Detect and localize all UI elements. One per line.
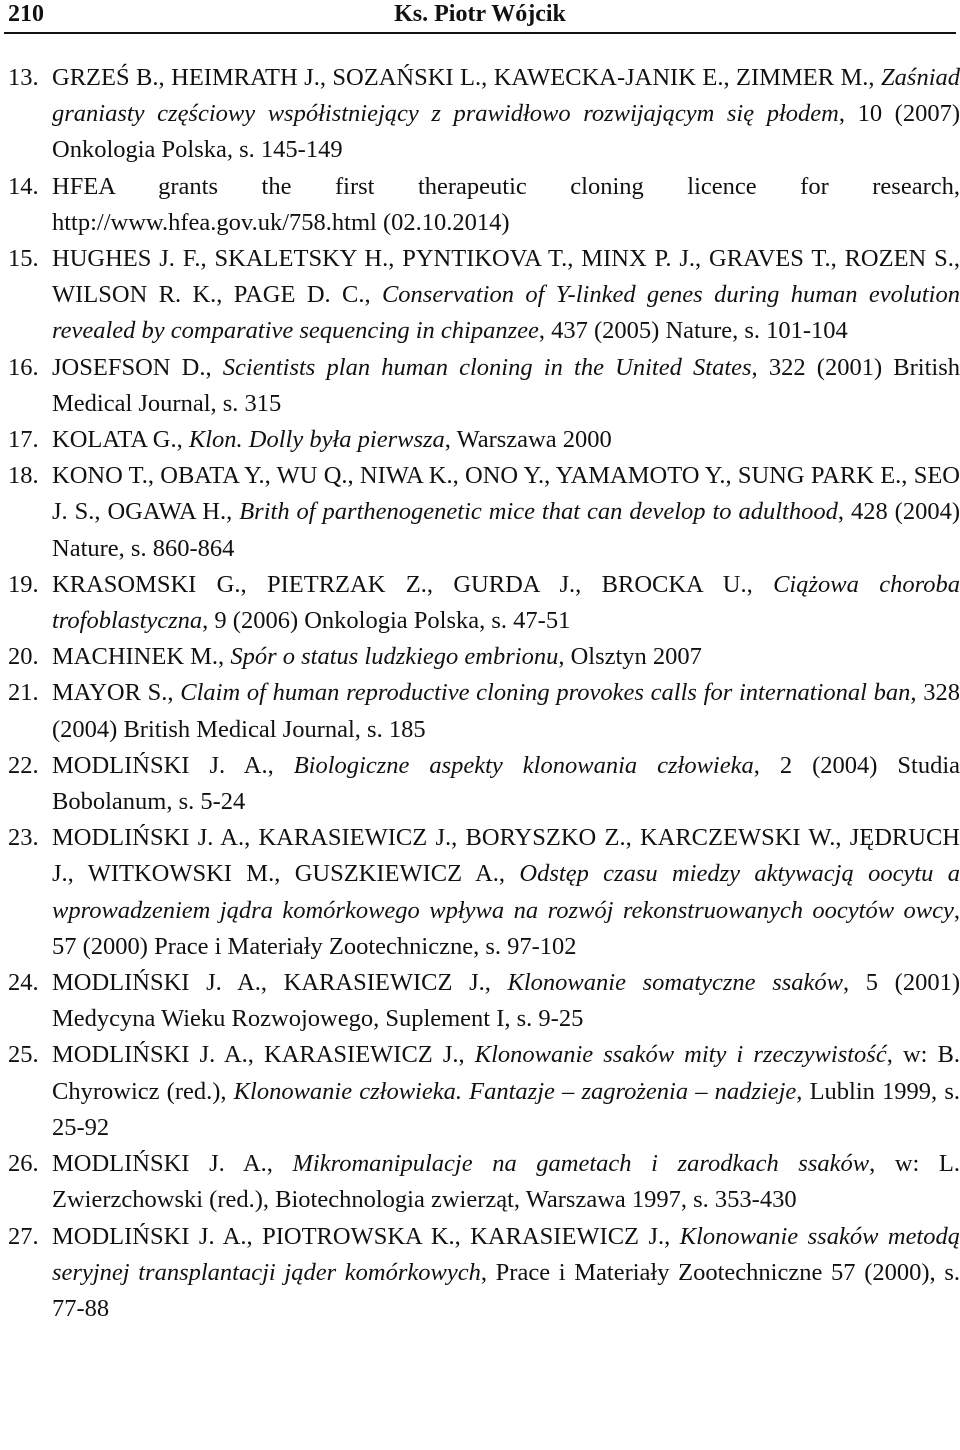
- reference-segment: , w: L. Zwierzchowski (red.), Biotechnologia zwierząt, Warszawa 1997, s. 353-430: [52, 1150, 960, 1214]
- reference-item: [0, 422, 960, 458]
- reference-text: [52, 1146, 960, 1218]
- reference-segment: HFEA grants the first therapeutic cloning licence for research, http://www.hfea.gov.uk/758.html (02.10.2014): [52, 172, 960, 236]
- page-header: [4, 0, 956, 34]
- reference-number: 13.: [8, 64, 39, 91]
- reference-segment: , 322 (2001) British Medical Journal, s. 315: [52, 353, 960, 417]
- reference-title: Zaśniad graniasty częściowy współistniejący z prawidłowo rozwijającym się płodem: [52, 64, 960, 128]
- reference-segment: HUGHES J. F., SKALETSKY H., PYNTIKOVA T., MINX P. J., GRAVES T., ROZEN S., WILSON R. K., PAGE D. C.,: [52, 245, 960, 309]
- reference-segment: , 9 (2006) Onkologia Polska, s. 47-51: [202, 607, 571, 635]
- reference-number: 14.: [8, 172, 39, 200]
- reference-segment: , 437 (2005) Nature, s. 101-104: [538, 317, 848, 345]
- reference-item: [0, 1146, 960, 1218]
- reference-title: Claim of human reproductive cloning provokes calls for international ban: [180, 679, 911, 707]
- running-head: Ks. Piotr Wójcik: [394, 1, 566, 27]
- reference-segment: MODLIŃSKI J. A., KARASIEWICZ J.,: [52, 1041, 475, 1069]
- reference-number: 17.: [8, 426, 39, 454]
- reference-text: [52, 60, 960, 169]
- reference-number: 26.: [8, 1150, 39, 1178]
- reference-title: Klonowanie somatyczne ssaków: [507, 969, 843, 997]
- reference-text: [52, 422, 960, 458]
- reference-segment: , Warszawa 2000: [444, 426, 612, 454]
- reference-item: [0, 567, 960, 639]
- reference-item: [0, 241, 960, 350]
- reference-item: [0, 748, 960, 820]
- reference-title: Brith of parthenogenetic mice that can develop to adulthood: [239, 498, 838, 526]
- reference-item: [0, 350, 960, 422]
- reference-text: [52, 458, 960, 567]
- reference-number: 23.: [8, 824, 39, 852]
- reference-segment: , 10 (2007) Onkologia Polska, s. 145-149: [52, 100, 960, 164]
- reference-item: [0, 639, 960, 675]
- reference-item: [0, 820, 960, 965]
- reference-title: Spór o status ludzkiego embrionu: [230, 643, 559, 671]
- reference-segment: , w: B. Chyrowicz (red.),: [52, 1041, 960, 1105]
- reference-title: Mikromanipulacje na gametach i zarodkach ssaków: [292, 1150, 870, 1178]
- reference-text: [52, 965, 960, 1037]
- reference-text: [52, 820, 960, 965]
- reference-segment: MODLIŃSKI J. A., KARASIEWICZ J.,: [52, 969, 508, 997]
- reference-segment: MAYOR S.,: [52, 679, 181, 707]
- reference-title: Klonowanie ssaków metodą seryjnej transplantacji jąder komórkowych: [52, 1222, 960, 1286]
- reference-number: 27.: [8, 1222, 39, 1250]
- page-number: 210: [8, 1, 44, 27]
- reference-number: 15.: [8, 245, 39, 273]
- reference-segment: MACHINEK M.,: [52, 643, 231, 671]
- reference-text: [52, 1037, 960, 1146]
- reference-segment: GRZEŚ B., HEIMRATH J., SOZAŃSKI L., KAWECKA-JANIK E., ZIMMER M.,: [52, 64, 882, 91]
- reference-list: [0, 60, 960, 1327]
- reference-text: [52, 169, 960, 241]
- reference-number: 16.: [8, 353, 39, 381]
- reference-title: Scientists plan human cloning in the United States: [222, 353, 752, 381]
- reference-number: 19.: [8, 570, 39, 598]
- reference-text: [52, 639, 960, 675]
- reference-segment: KONO T., OBATA Y., WU Q., NIWA K., ONO Y., YAMAMOTO Y., SUNG PARK E., SEO J. S., OGAWA H.,: [52, 462, 960, 526]
- reference-text: [52, 350, 960, 422]
- reference-segment: KRASOMSKI G., PIETRZAK Z., GURDA J., BROCKA U.,: [52, 570, 774, 598]
- reference-title: Odstęp czasu miedzy aktywacją oocytu a wprowadzeniem jądra komórkowego wpływa na rozwój rekonstruowanych oocytów owcy: [52, 860, 960, 924]
- reference-segment: , Lublin 1999, s. 25-92: [52, 1077, 960, 1141]
- reference-title: Conservation of Y-linked genes during human evolution revealed by comparative sequencing in chipanzee: [52, 281, 960, 345]
- reference-item: [0, 965, 960, 1037]
- reference-text: [52, 675, 960, 747]
- reference-segment: KOLATA G.,: [52, 426, 189, 454]
- reference-number: 22.: [8, 751, 39, 779]
- reference-item: [0, 60, 960, 169]
- reference-number: 25.: [8, 1041, 39, 1069]
- reference-segment: JOSEFSON D.,: [52, 353, 223, 381]
- reference-text: [52, 241, 960, 350]
- reference-title: Ciążowa choroba trofoblastyczna: [52, 570, 960, 635]
- reference-number: 24.: [8, 969, 39, 997]
- reference-title: Klon. Dolly była pierwsza: [188, 426, 445, 454]
- reference-item: [0, 675, 960, 747]
- reference-segment: , Prace i Materiały Zootechniczne 57 (2000), s. 77-88: [52, 1258, 960, 1322]
- reference-segment: MODLIŃSKI J. A., KARASIEWICZ J., BORYSZKO Z., KARCZEWSKI W., JĘDRUCH J., WITKOWSKI M., GUSZKIEWICZ A.,: [52, 824, 960, 888]
- reference-text: [52, 748, 960, 820]
- reference-segment: MODLIŃSKI J. A., PIOTROWSKA K., KARASIEWICZ J.,: [52, 1222, 680, 1250]
- reference-text: [52, 1219, 960, 1328]
- reference-item: [0, 1037, 960, 1146]
- reference-item: [0, 458, 960, 567]
- reference-number: 20.: [8, 643, 39, 671]
- reference-segment: , 5 (2001) Medycyna Wieku Rozwojowego, Suplement I, s. 9-25: [52, 969, 960, 1033]
- reference-item: [0, 169, 960, 241]
- reference-segment: , 428 (2004) Nature, s. 860-864: [52, 498, 960, 562]
- reference-segment: MODLIŃSKI J. A.,: [52, 1150, 293, 1178]
- reference-number: 21.: [8, 679, 39, 707]
- reference-segment: , 328 (2004) British Medical Journal, s. 185: [52, 679, 960, 743]
- reference-number: 18.: [8, 462, 39, 490]
- reference-title: Klonowanie człowieka. Fantazje – zagrożenia – nadzieje: [233, 1077, 797, 1105]
- reference-segment: , 57 (2000) Prace i Materiały Zootechniczne, s. 97-102: [52, 896, 960, 960]
- reference-title: Klonowanie ssaków mity i rzeczywistość: [474, 1041, 887, 1069]
- reference-segment: , 2 (2004) Studia Bobolanum, s. 5-24: [52, 751, 960, 816]
- reference-text: [52, 567, 960, 639]
- reference-segment: , Olsztyn 2007: [558, 643, 702, 671]
- reference-item: [0, 1219, 960, 1328]
- reference-title: Biologiczne aspekty klonowania człowieka: [293, 751, 754, 779]
- reference-segment: MODLIŃSKI J. A.,: [52, 751, 294, 779]
